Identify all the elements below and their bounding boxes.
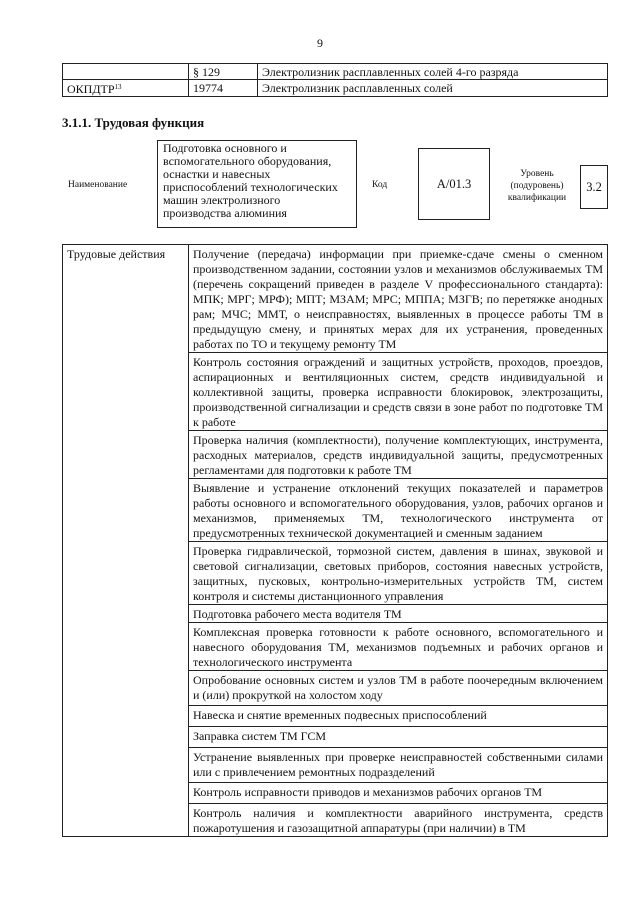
labor-action-item: Комплексная проверка готовности к работе основного, вспомогательного и навесного оборудования ТМ, механизмов подъемных и рабочих органов и технологического инструмента [189,623,608,671]
qualification-level-label: Уровень (подуровень) квалификации [507,169,567,203]
qualification-level-box: 3.2 [580,165,608,209]
labor-action-item: Подготовка рабочего места водителя ТМ [189,605,608,623]
table-row [63,80,608,97]
code-label: Код [372,180,388,190]
labor-actions-label: Трудовые действия [63,245,189,837]
codes-cell-code: 19774 [189,80,258,97]
table-row [63,245,608,353]
function-code-box: A/01.3 [418,148,490,220]
codes-cell-classifier [63,64,189,80]
name-label: Наименование [68,180,128,190]
labor-action-item: Выявление и устранение отклонений текущих показателей и параметров работы основного и вспомогательного оборудования, узлов, рабочих органов и механизмов, применяемых ТМ, технологического инструмента от предусмотренных технической документацией и сменным заданием [189,479,608,542]
page-number: 9 [317,36,323,50]
labor-action-item: Контроль исправности приводов и механизмов рабочих органов ТМ [189,783,608,804]
classifier-name: ОКПДТР [67,82,115,96]
labor-action-item: Заправка систем ТМ ГСМ [189,727,608,748]
section-title: 3.1.1. Трудовая функция [62,115,205,130]
footnote-mark: 13 [114,83,122,91]
function-name-box: Подготовка основного и вспомогательного оборудования, оснастки и навесных приспособлений технологических машин электролизного производства алюминия [157,140,357,228]
codes-cell-code: § 129 [189,64,258,80]
codes-cell-title: Электролизник расплавленных солей [258,80,608,97]
labor-action-item: Проверка наличия (комплектности), получение комплектующих, инструмента, расходных материалов, средств индивидуальной защиты, предусмотренных регламентами для подготовки к работе ТМ [189,431,608,479]
occupation-codes-table [62,63,608,97]
table-row [63,64,608,80]
codes-cell-classifier [63,80,189,97]
codes-cell-title: Электролизник расплавленных солей 4-го разряда [258,64,608,80]
labor-action-item: Проверка гидравлической, тормозной систем, давления в шинах, звуковой и световой сигнализации, световых приборов, состояния навесных устройств, защитных, пусковых, контрольно-измерительных устройств ТМ, систем контроля и системы дистанционного управления [189,542,608,605]
labor-action-item: Устранение выявленных при проверке неисправностей собственными силами или с привлечением ремонтных подразделений [189,748,608,783]
labor-action-item: Контроль состояния ограждений и защитных устройств, проходов, проездов, аспирационных и вентиляционных систем, средств индивидуальной и коллективной защиты, проверка исправности блокировок, электрозащиты, производственной сигнализации и средств связи в зоне работ по подготовке ТМ к работе [189,353,608,431]
labor-action-item: Навеска и снятие временных подвесных приспособлений [189,706,608,727]
labor-action-item: Получение (передача) информации при приемке-сдаче смены о сменном производственном задании, состоянии узлов и механизмов обслуживаемых ТМ (перечень сокращений приведен в разделе V профессионального стандарта): МПК; МРГ; МРФ); МПТ; МЗАМ; МРС; МППА; МЗГВ; по перетяжке анодных рам; МЧС; ММТ, о неисправностях, выявленных в процессе работы ТМ в предыдущую смену, и принятых мерах для их устранения, проведенных работах по ТО и текущему ремонту ТМ [189,245,608,353]
labor-actions-table [62,244,608,837]
labor-action-item: Опробование основных систем и узлов ТМ в работе поочередным включением и (или) прокруткой на холостом ходу [189,671,608,706]
labor-action-item: Контроль наличия и комплектности аварийного инструмента, средств пожаротушения и газозащитной аппаратуры (при наличии) в ТМ [189,804,608,837]
